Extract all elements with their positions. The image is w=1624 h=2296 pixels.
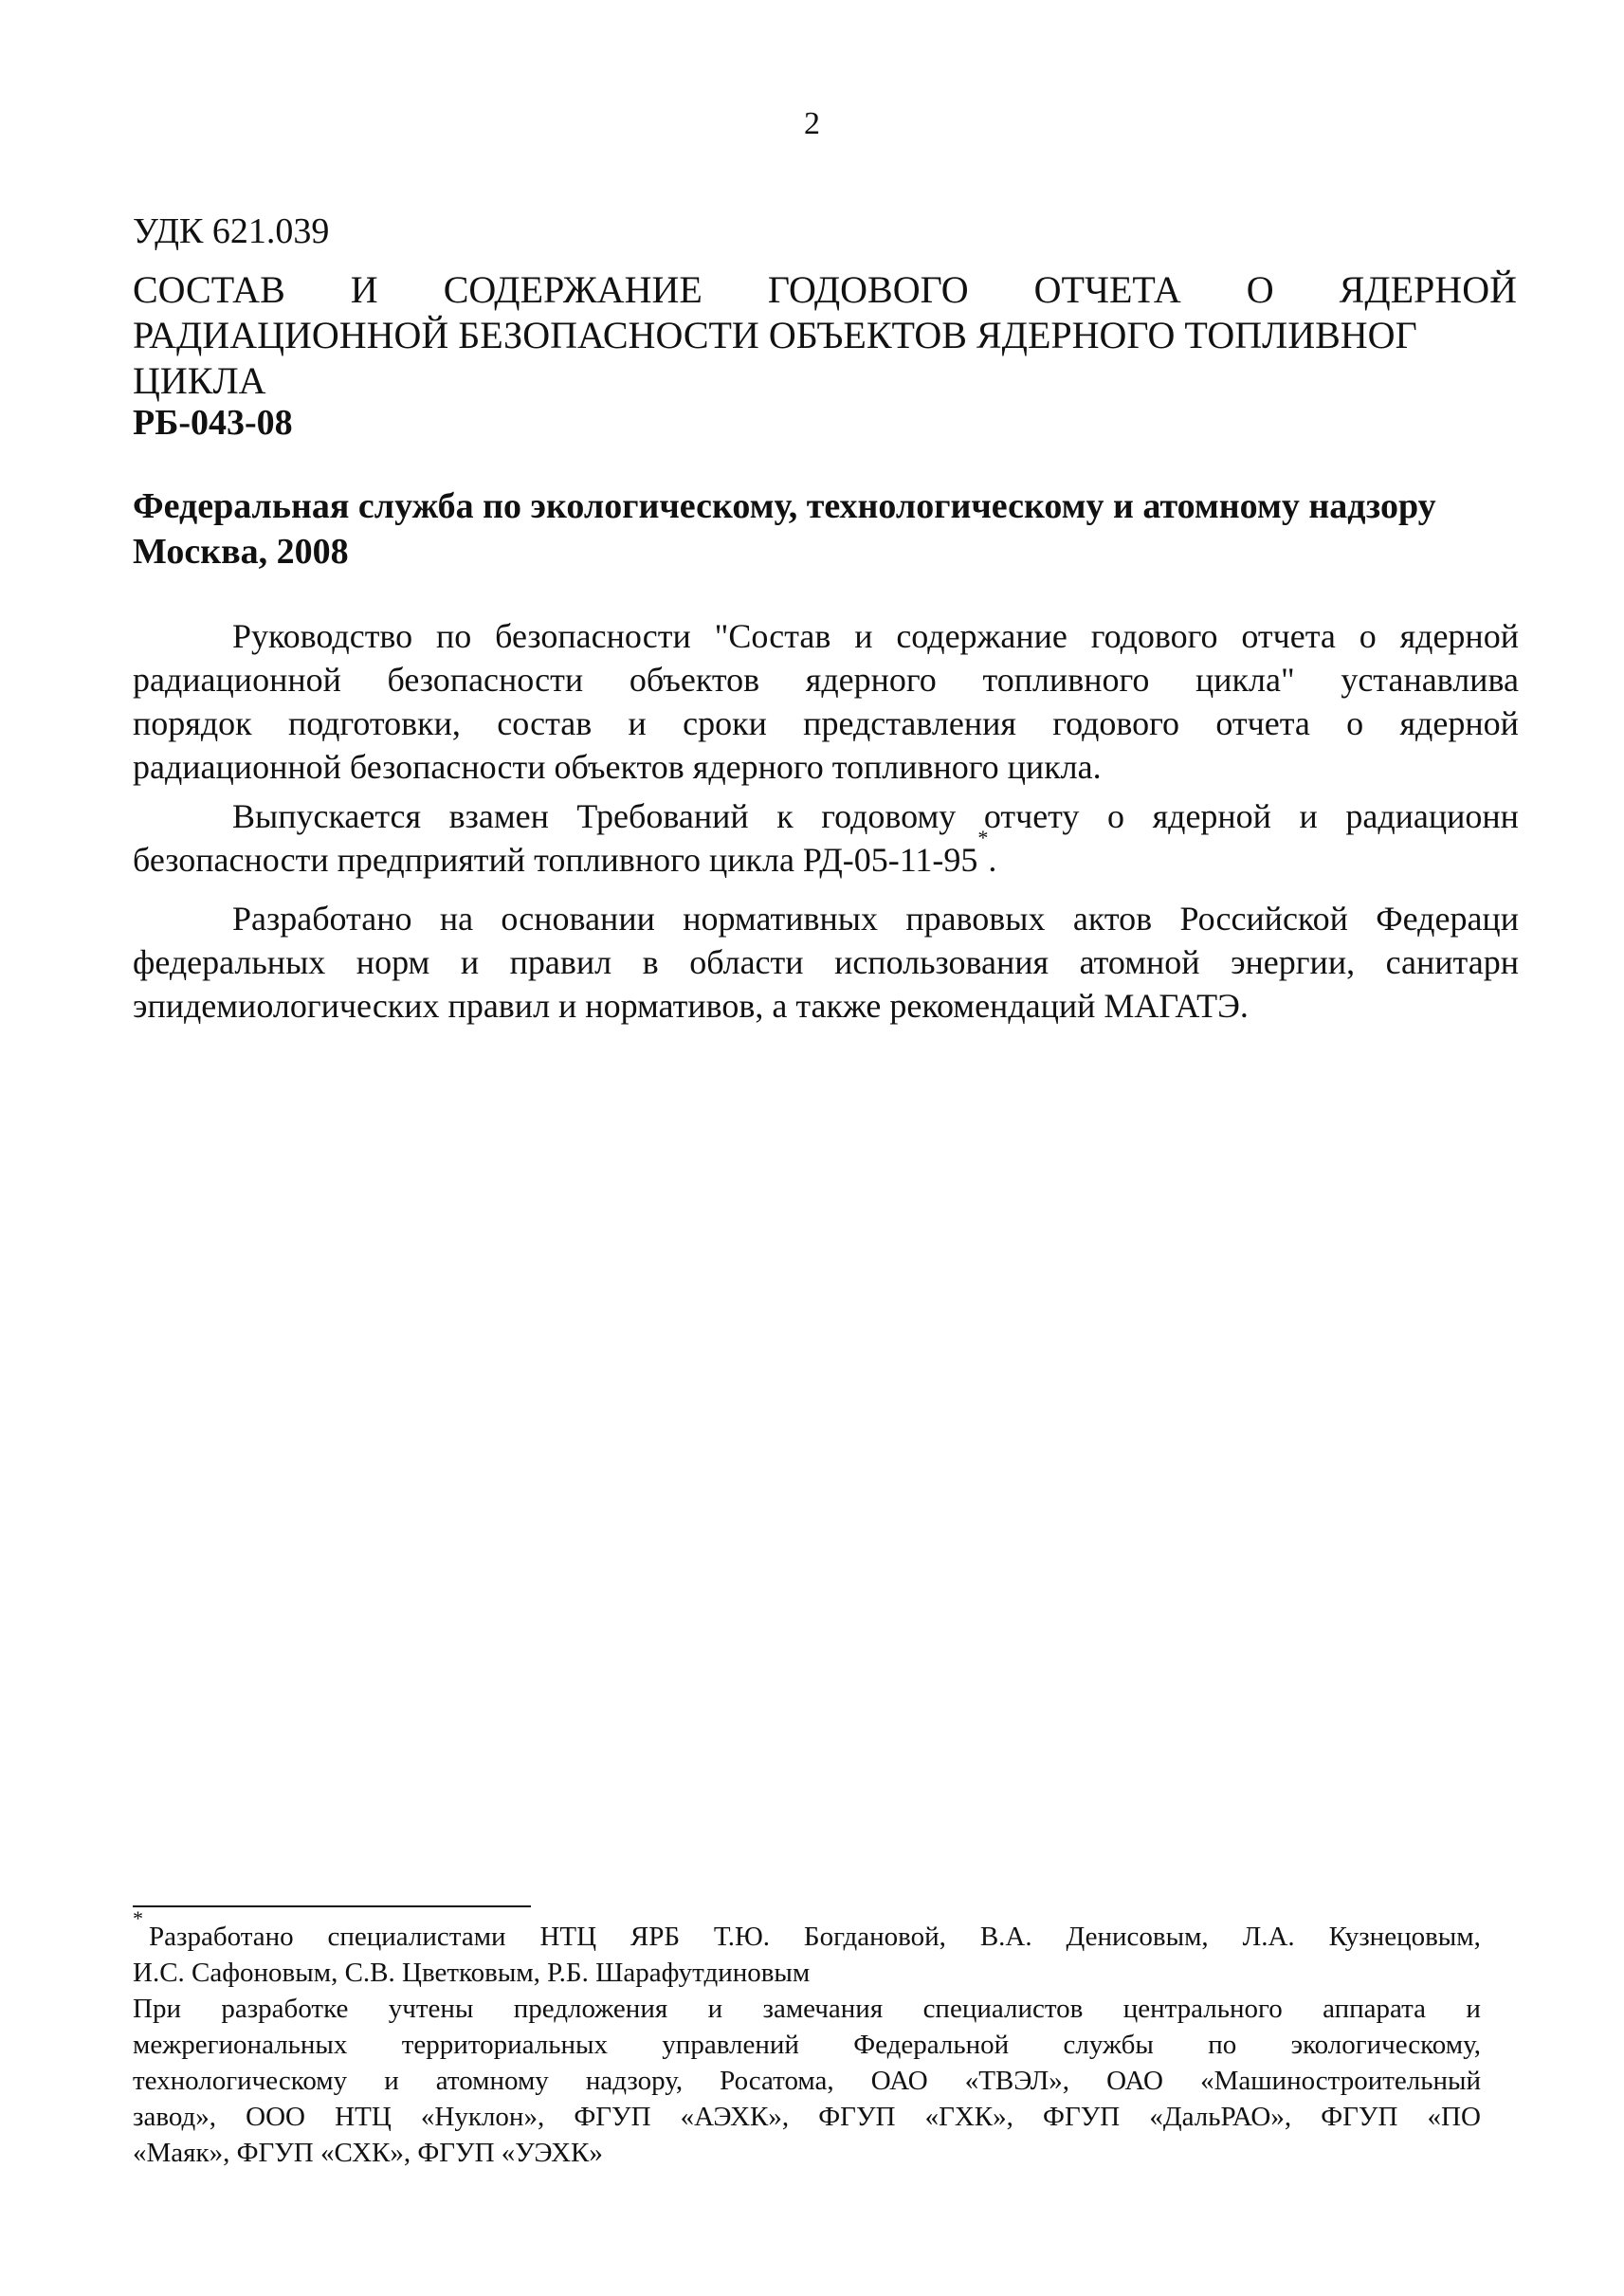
word: о (1346, 704, 1364, 742)
title-word: ЯДЕРНОЙ (1339, 268, 1517, 311)
word: подготовки, (287, 704, 461, 742)
word: норм (356, 943, 430, 981)
word: Денисовым, (1066, 1922, 1209, 1952)
paragraph-purpose (133, 614, 1519, 789)
word: ФГУП (1043, 2102, 1121, 2132)
document-code: РБ-043-08 (133, 403, 293, 443)
word: ФГУП (818, 2102, 896, 2132)
word: и (1299, 797, 1318, 835)
word: ядерной (1399, 704, 1519, 742)
footnote-line (133, 2027, 1481, 2063)
footnote-reference: * (977, 826, 989, 849)
word: на (439, 900, 474, 938)
word: Росатома, (720, 2066, 834, 2096)
word: "Состав (714, 617, 831, 655)
word: объектов (629, 661, 760, 699)
word: территориальных (401, 2030, 608, 2060)
word: завод», (133, 2102, 216, 2132)
word: «ПО (1427, 2102, 1481, 2132)
word: специалистов (922, 1994, 1084, 2024)
word: и (854, 617, 873, 655)
paragraph-line (133, 897, 1519, 940)
page-number: 2 (804, 106, 820, 141)
word: Кузнецовым, (1328, 1922, 1481, 1952)
word: актов (1072, 900, 1153, 938)
word: управлений (662, 2030, 799, 2060)
paragraph-basis (133, 897, 1519, 1028)
word: годового (1052, 704, 1180, 742)
footnote-mark: * (133, 1906, 143, 1930)
paragraph-line (133, 826, 1519, 882)
word: атомному (435, 2066, 549, 2096)
word: экологическому, (1290, 2030, 1481, 2060)
title-word: О (1246, 268, 1274, 311)
title-word: И (350, 268, 378, 311)
word: ОАО (1106, 2066, 1164, 2096)
word: топливного (982, 661, 1150, 699)
word: ядерной (1399, 617, 1519, 655)
title-word: ГОДОВОГО (767, 268, 969, 311)
word: предложения (513, 1994, 668, 2024)
paragraph-line (133, 940, 1519, 984)
word: радиационн (1345, 797, 1519, 835)
title-word: ОТЧЕТА (1033, 268, 1181, 311)
word: энергии, (1231, 943, 1356, 981)
paragraph-line: эпидемиологических правил и нормативов, а также рекомендаций МАГАТЭ. (133, 987, 1249, 1025)
footnote-divider (133, 1905, 531, 1907)
word: цикла" (1195, 661, 1295, 699)
word: технологическому (133, 2066, 348, 2096)
word: к (776, 797, 794, 835)
word: учтены (388, 1994, 474, 2024)
word: ОАО (870, 2066, 928, 2096)
word: Руководство (232, 617, 413, 655)
word: правовых (905, 900, 1046, 938)
word: ядерной (1152, 797, 1271, 835)
word: основании (501, 900, 655, 938)
word: и (707, 1994, 723, 2024)
word: области (689, 943, 804, 981)
word: ООО (246, 2102, 305, 2132)
title-line-2: РАДИАЦИОННОЙ БЕЗОПАСНОСТИ ОБЪЕКТОВ ЯДЕРНОГО ТОПЛИВНОГ (133, 314, 1417, 356)
word: Федеральной (853, 2030, 1010, 2060)
word: и (1466, 1994, 1481, 2024)
footnote-line (133, 1991, 1481, 2027)
footnote-line (133, 2099, 1481, 2135)
word: безопасности (387, 661, 584, 699)
paragraph-line: радиационной безопасности объектов ядерного топливного цикла. (133, 748, 1102, 786)
udk-code: УДК 621.039 (133, 211, 330, 251)
word: Выпускается (232, 797, 422, 835)
word: ЯРБ (630, 1922, 681, 1952)
word: о (1359, 617, 1377, 655)
word: отчета (1215, 704, 1310, 742)
word: При (133, 1994, 181, 2024)
footnote-line: «Маяк», ФГУП «СХК», ФГУП «УЭХК» (133, 2138, 603, 2168)
word: ядерного (805, 661, 937, 699)
publisher-block (133, 483, 1517, 574)
word: НТЦ (335, 2102, 392, 2132)
title-word: СОСТАВ (133, 268, 285, 311)
word: Федераци (1376, 900, 1519, 938)
word: отчету (983, 797, 1080, 835)
word: замечания (762, 1994, 884, 2024)
paragraph-line (133, 702, 1519, 745)
word: состав (497, 704, 593, 742)
word: санитарн (1385, 943, 1519, 981)
word: «ГХК», (924, 2102, 1013, 2132)
paragraph-line-text: безопасности предприятий топливного цикла РД-05-11-95 (133, 841, 978, 879)
footnote-line (133, 2063, 1481, 2099)
word: «ТВЭЛ», (964, 2066, 1070, 2096)
paragraph-line-end: . (988, 841, 997, 879)
word: Разработано (232, 900, 412, 938)
word: «АЭХК», (680, 2102, 790, 2132)
word: представления (803, 704, 1016, 742)
word: по (436, 617, 472, 655)
word: взамен (448, 797, 549, 835)
title-line-3: ЦИКЛА (133, 359, 266, 402)
word: годового (1090, 617, 1218, 655)
word: специалистами (327, 1922, 506, 1952)
word: В.А. (979, 1922, 1032, 1952)
paragraph-line (133, 794, 1519, 838)
word: ФГУП (1321, 2102, 1398, 2132)
publisher-agency: Федеральная служба по экологическому, технологическому и атомному надзору (133, 486, 1436, 526)
word: атомной (1079, 943, 1200, 981)
word: в (642, 943, 659, 981)
word: Т.Ю. (713, 1922, 771, 1952)
word: «Машиностроительный (1200, 2066, 1481, 2096)
document-title (133, 267, 1517, 404)
word: Требований (576, 797, 749, 835)
paragraph-line (133, 614, 1519, 658)
word: использования (834, 943, 1049, 981)
paragraph-replaces (133, 794, 1519, 882)
word: Богдановой, (803, 1922, 946, 1952)
word: Российской (1179, 900, 1348, 938)
word: федеральных (133, 943, 326, 981)
footnote-line-text (149, 1919, 1481, 1955)
word: аппарата (1323, 1994, 1427, 2024)
footnote-line: И.С. Сафоновым, С.В. Цветковым, Р.Б. Шарафутдиновым (133, 1958, 811, 1988)
word: Л.А. (1242, 1922, 1295, 1952)
word: «Нуклон», (420, 2102, 545, 2132)
word: сроки (683, 704, 767, 742)
word: надзору, (585, 2066, 684, 2096)
word: разработке (221, 1994, 349, 2024)
word: порядок (133, 704, 252, 742)
word: годовому (821, 797, 957, 835)
word: правил (509, 943, 612, 981)
publisher-place-year: Москва, 2008 (133, 532, 349, 572)
title-word: СОДЕРЖАНИЕ (443, 268, 703, 311)
word: и (628, 704, 647, 742)
word: службы (1063, 2030, 1154, 2060)
title-line-1 (133, 267, 1517, 313)
footnote-line (133, 1906, 1481, 1955)
word: и (384, 2066, 399, 2096)
word: по (1208, 2030, 1237, 2060)
word: межрегиональных (133, 2030, 348, 2060)
word: безопасности (495, 617, 691, 655)
word: НТЦ (539, 1922, 597, 1952)
word: о (1107, 797, 1124, 835)
footnote (133, 1906, 1481, 2171)
word: устанавлива (1341, 661, 1519, 699)
word: содержание (896, 617, 1067, 655)
word: и (460, 943, 480, 981)
word: центрального (1122, 1994, 1283, 2024)
paragraph-line (133, 658, 1519, 702)
word: ФГУП (574, 2102, 651, 2132)
word: отчета (1241, 617, 1336, 655)
word: Разработано (149, 1922, 294, 1952)
word: нормативных (683, 900, 878, 938)
word: радиационной (133, 661, 341, 699)
word: «ДальРАО», (1149, 2102, 1292, 2132)
